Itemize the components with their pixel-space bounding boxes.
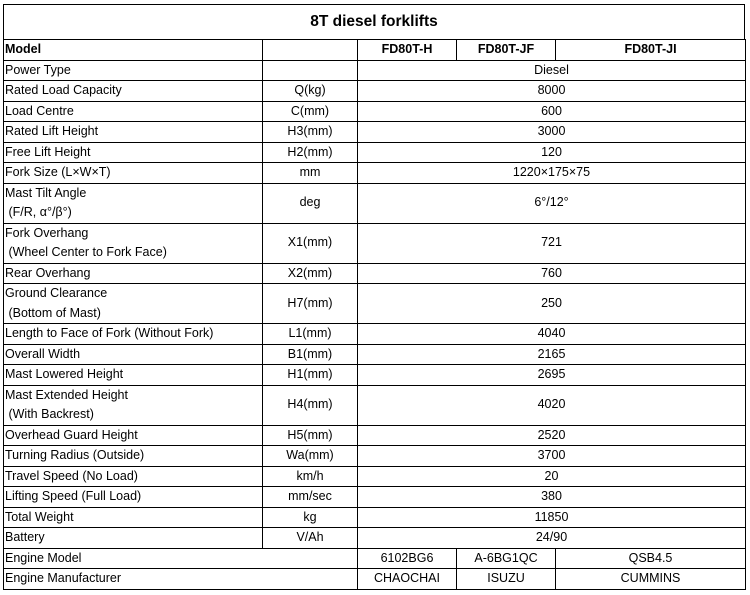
spec-label-line: Total Weight (5, 509, 74, 524)
engine-value: 6102BG6 (358, 548, 457, 569)
spec-label-line: Ground Clearance (5, 286, 108, 300)
spec-unit: mm/sec (263, 487, 358, 508)
header-label: Model (4, 40, 263, 61)
header-model: FD80T-H (358, 40, 457, 61)
spec-unit: L1(mm) (263, 324, 358, 345)
spec-unit: H5(mm) (263, 425, 358, 446)
spec-label-line: Fork Overhang (5, 225, 89, 240)
spec-label (4, 101, 263, 122)
spec-label (4, 163, 263, 184)
spec-unit: kg (263, 507, 358, 528)
spec-label (4, 122, 263, 143)
spec-unit: B1(mm) (263, 344, 358, 365)
header-row (4, 40, 746, 61)
spec-unit: H2(mm) (263, 142, 358, 163)
spec-value: 4020 (358, 385, 746, 425)
spec-value: 11850 (358, 507, 746, 528)
spec-label (4, 183, 263, 223)
spec-sheet (3, 4, 745, 590)
header-model: FD80T-JF (457, 40, 556, 61)
spec-label (4, 324, 263, 345)
spec-unit: H3(mm) (263, 122, 358, 143)
spec-label-line: Load Centre (5, 103, 74, 118)
spec-label-line: Mast Extended Height (5, 387, 128, 402)
spec-row (4, 81, 746, 102)
engine-label: Engine Manufacturer (4, 569, 358, 590)
spec-row (4, 385, 746, 425)
spec-row (4, 223, 746, 263)
spec-unit: V/Ah (263, 528, 358, 549)
spec-unit: H4(mm) (263, 385, 358, 425)
spec-label-line: Free Lift Height (5, 144, 91, 159)
spec-label-line: Overall Width (5, 346, 81, 361)
spec-value: 760 (358, 263, 746, 284)
spec-row (4, 284, 746, 324)
spec-row (4, 425, 746, 446)
spec-row (4, 60, 746, 81)
spec-value: 120 (358, 142, 746, 163)
spec-unit: km/h (263, 466, 358, 487)
spec-label (4, 263, 263, 284)
spec-row (4, 528, 746, 549)
table-title: 8T diesel forklifts (3, 4, 745, 39)
spec-value: 250 (358, 284, 746, 324)
spec-value: 4040 (358, 324, 746, 345)
spec-value: 2165 (358, 344, 746, 365)
spec-label-line: Power Type (5, 62, 71, 77)
engine-value: CUMMINS (556, 569, 746, 590)
spec-value: 8000 (358, 81, 746, 102)
spec-row (4, 446, 746, 467)
spec-label-line: Lifting Speed (Full Load) (5, 489, 142, 503)
spec-row (4, 344, 746, 365)
spec-label (4, 344, 263, 365)
spec-unit: X1(mm) (263, 223, 358, 263)
spec-label (4, 528, 263, 549)
spec-label (4, 365, 263, 386)
spec-row (4, 163, 746, 184)
spec-unit (263, 60, 358, 81)
spec-value: 600 (358, 101, 746, 122)
spec-label (4, 425, 263, 446)
spec-unit: Wa(mm) (263, 446, 358, 467)
spec-unit: Q(kg) (263, 81, 358, 102)
spec-label-line: (With Backrest) (5, 407, 94, 421)
spec-value: Diesel (358, 60, 746, 81)
spec-label (4, 60, 263, 81)
spec-label (4, 284, 263, 324)
spec-label (4, 385, 263, 425)
spec-label-line: Overhead Guard Height (5, 427, 138, 442)
spec-unit: X2(mm) (263, 263, 358, 284)
header-unit (263, 40, 358, 61)
spec-row (4, 122, 746, 143)
spec-value: 24/90 (358, 528, 746, 549)
spec-value: 380 (358, 487, 746, 508)
spec-row (4, 487, 746, 508)
spec-label-line: (Bottom of Mast) (5, 305, 101, 320)
spec-value: 721 (358, 223, 746, 263)
spec-value: 2520 (358, 425, 746, 446)
engine-value: ISUZU (457, 569, 556, 590)
spec-label (4, 142, 263, 163)
spec-row (4, 183, 746, 223)
spec-label (4, 223, 263, 263)
spec-unit: mm (263, 163, 358, 184)
spec-row (4, 263, 746, 284)
header-model: FD80T-JI (556, 40, 746, 61)
spec-row (4, 365, 746, 386)
spec-value: 1220×175×75 (358, 163, 746, 184)
spec-label-line: Rated Load Capacity (5, 83, 122, 97)
spec-label-line: (Wheel Center to Fork Face) (5, 245, 167, 259)
spec-value: 6°/12° (358, 183, 746, 223)
spec-unit: H7(mm) (263, 284, 358, 324)
spec-unit: deg (263, 183, 358, 223)
spec-unit: C(mm) (263, 101, 358, 122)
spec-value: 2695 (358, 365, 746, 386)
spec-row (4, 507, 746, 528)
engine-value: QSB4.5 (556, 548, 746, 569)
spec-label (4, 507, 263, 528)
spec-label-line: Turning Radius (Outside) (5, 448, 145, 462)
spec-value: 20 (358, 466, 746, 487)
spec-row (4, 324, 746, 345)
engine-value: CHAOCHAI (358, 569, 457, 590)
spec-label-line: Mast Lowered Height (5, 367, 124, 381)
spec-label-line: Rear Overhang (5, 265, 91, 280)
spec-unit: H1(mm) (263, 365, 358, 386)
spec-label-line: Fork Size (L×W×T) (5, 165, 111, 179)
engine-value: A-6BG1QC (457, 548, 556, 569)
spec-label (4, 446, 263, 467)
spec-label (4, 487, 263, 508)
engine-row (4, 569, 746, 590)
spec-label (4, 81, 263, 102)
spec-value: 3700 (358, 446, 746, 467)
spec-label-line: Battery (5, 530, 45, 544)
spec-label-line: Mast Tilt Angle (5, 185, 87, 200)
spec-label (4, 466, 263, 487)
spec-label-line: Travel Speed (No Load) (5, 468, 138, 483)
spec-value: 3000 (358, 122, 746, 143)
spec-row (4, 466, 746, 487)
engine-label: Engine Model (4, 548, 358, 569)
spec-table (3, 39, 746, 590)
spec-label-line: Rated Lift Height (5, 124, 99, 138)
spec-label-line: (F/R, α°/β°) (5, 205, 72, 219)
spec-row (4, 101, 746, 122)
engine-row (4, 548, 746, 569)
spec-label-line: Length to Face of Fork (Without Fork) (5, 326, 214, 340)
spec-row (4, 142, 746, 163)
